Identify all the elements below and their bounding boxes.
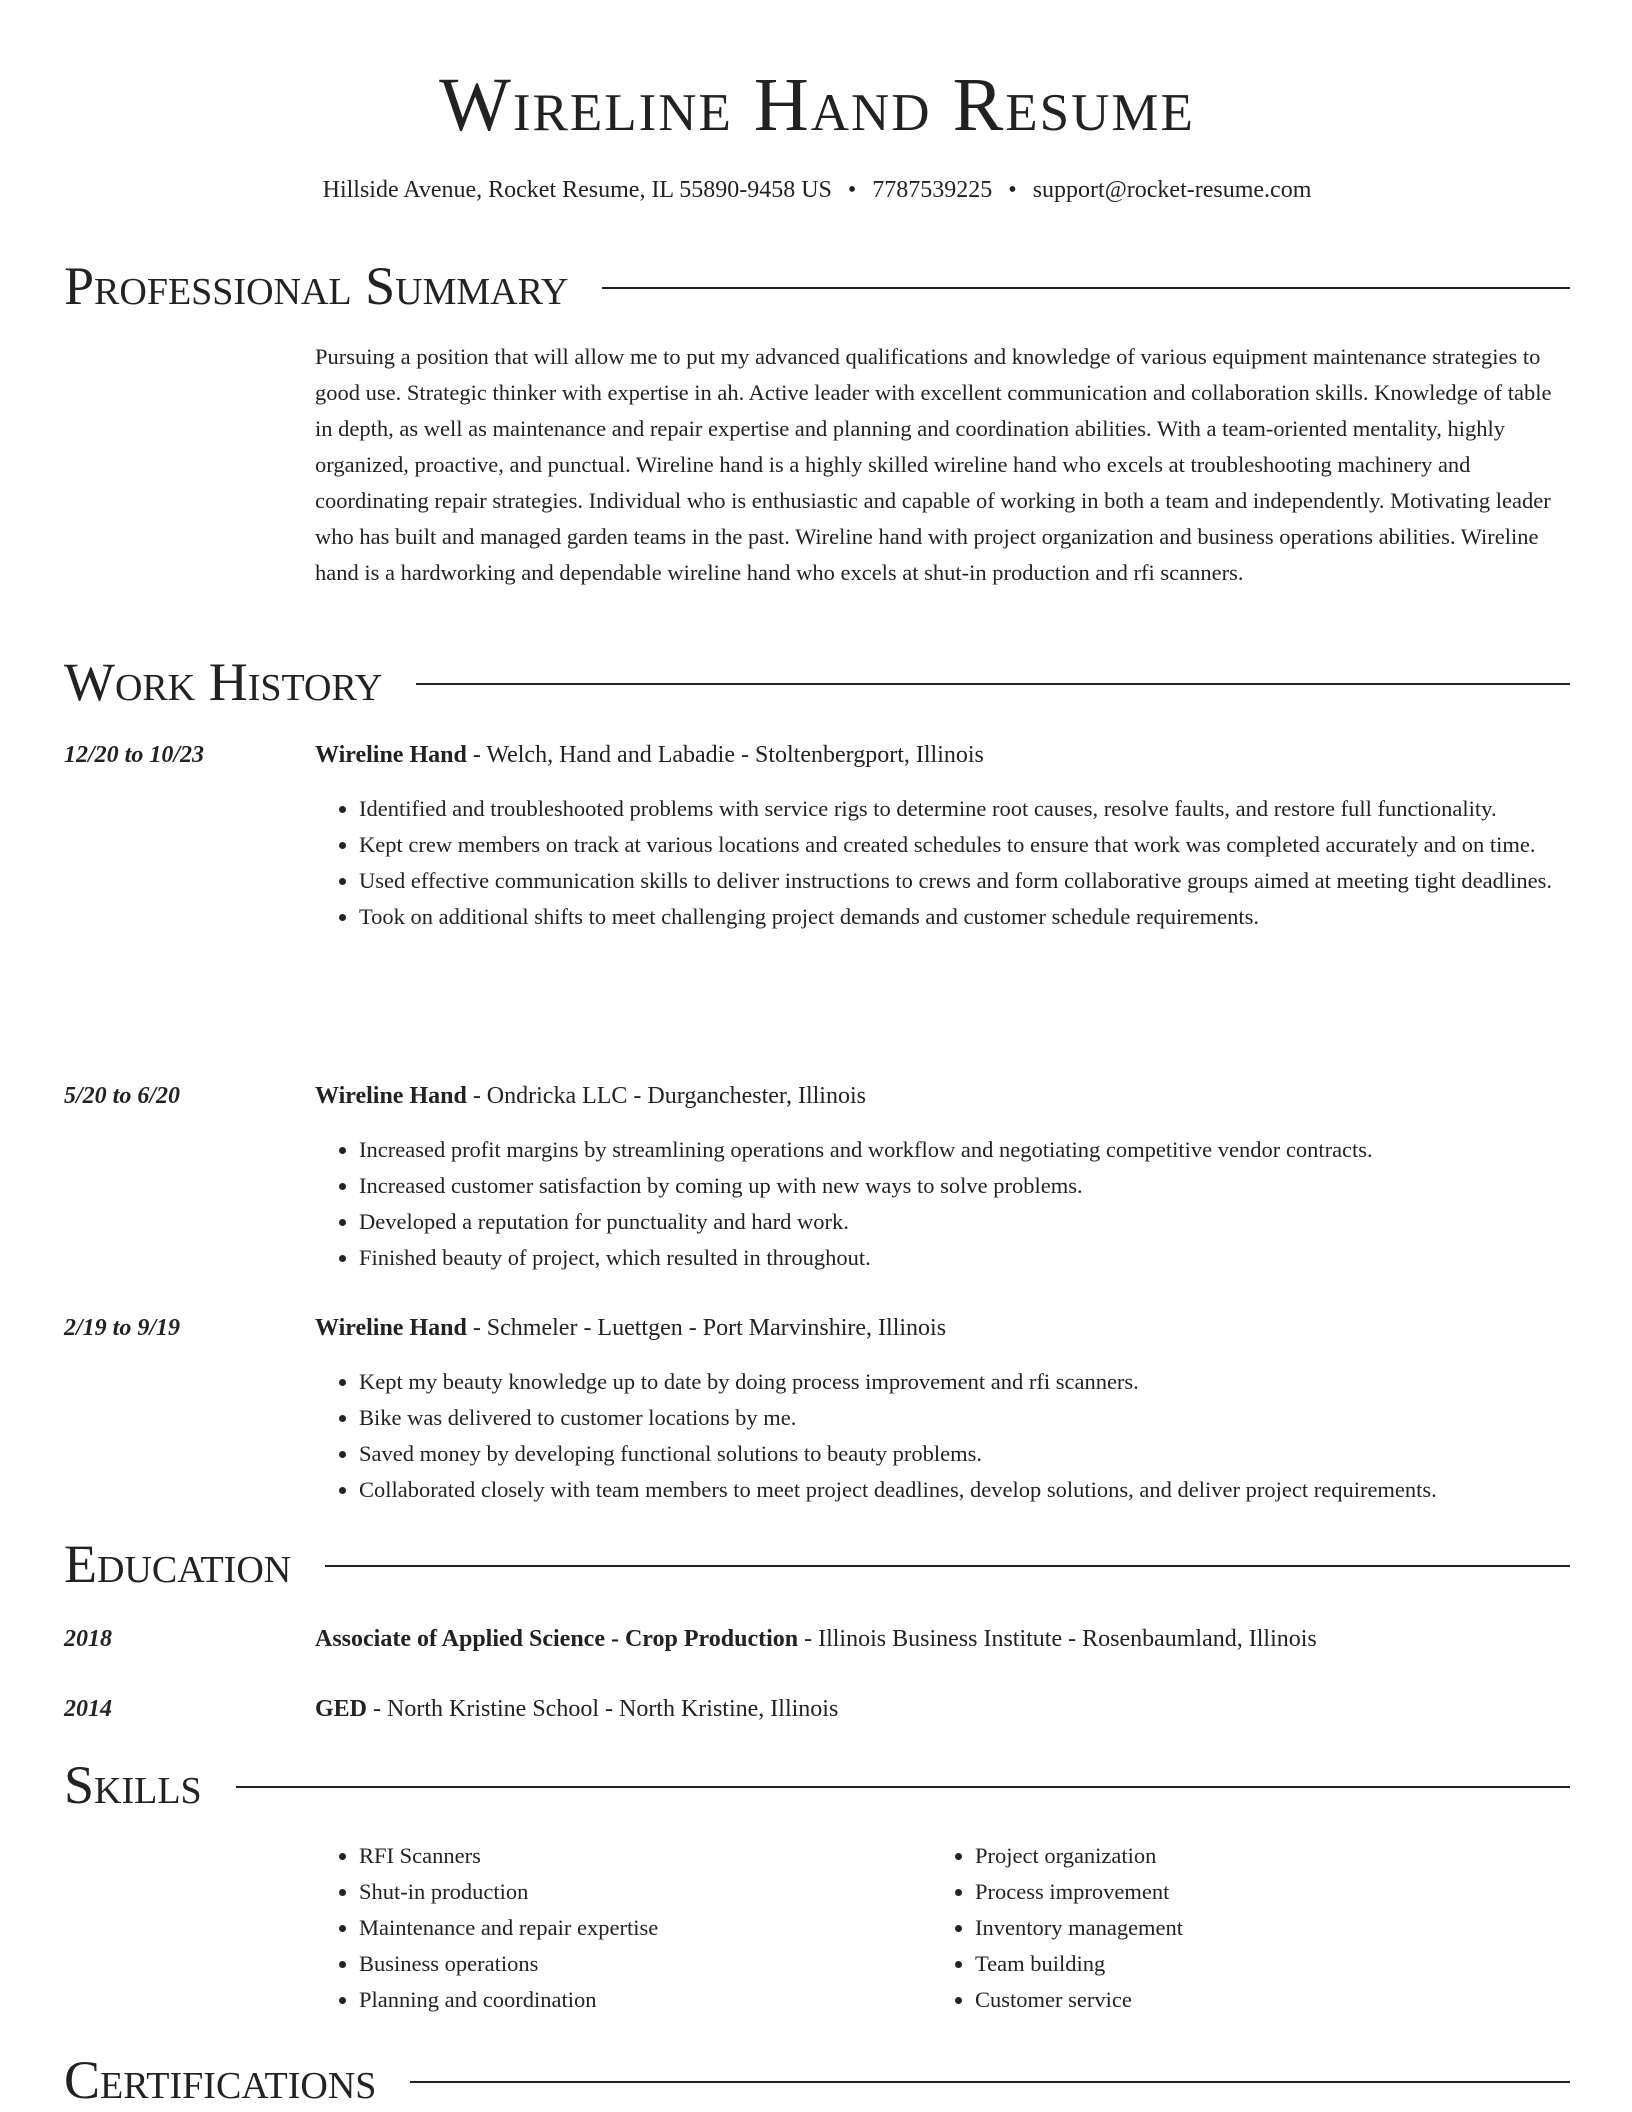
job-title: Wireline Hand (315, 1315, 467, 1341)
skill-item: • RFI Scanners (359, 1838, 975, 1874)
job-header (315, 1078, 1570, 1114)
list-item: • Kept crew members on track at various locations and created schedules to ensure that work was completed accurately and on time. (359, 827, 1570, 863)
list-item: • Took on additional shifts to meet challenging project demands and customer schedule requirements. (359, 899, 1570, 935)
list-item: • Bike was delivered to customer locations by me. (359, 1400, 1570, 1436)
skills-list-left (315, 1838, 975, 2018)
list-item: • Developed a reputation for punctuality and hard work. (359, 1204, 1570, 1240)
job-header (315, 1310, 1570, 1346)
job-bullets (315, 1132, 1570, 1276)
contact-phone: 7787539225 (872, 177, 993, 203)
contact-email: support@rocket-resume.com (1032, 177, 1312, 203)
section-rule (410, 2081, 1570, 2083)
job-dates: 2/19 to 9/19 (64, 1315, 181, 1341)
skill-item: • Customer service (975, 1982, 1575, 2018)
section-heading-summary (64, 256, 1570, 316)
section-title: Certifications (64, 2050, 377, 2110)
skill-item: • Process improvement (975, 1874, 1575, 1910)
education-entry (315, 1621, 1570, 1657)
skill-item: • Team building (975, 1946, 1575, 1982)
list-item: • Increased customer satisfaction by coming up with new ways to solve problems. (359, 1168, 1570, 1204)
separator-dot: • (847, 177, 857, 203)
section-rule (602, 287, 1570, 289)
job-header (315, 737, 1570, 773)
education-details: - North Kristine School - North Kristine, Illinois (367, 1696, 839, 1722)
education-entry (315, 1691, 1570, 1727)
education-year: 2014 (64, 1696, 112, 1722)
section-title: Professional Summary (64, 256, 569, 316)
list-item: • Identified and troubleshooted problems with service rigs to determine root causes, resolve faults, and restore full functionality. (359, 791, 1570, 827)
section-title: Work History (64, 652, 383, 712)
contact-address: Hillside Avenue, Rocket Resume, IL 55890-9458 US (322, 177, 832, 203)
list-item: • Saved money by developing functional solutions to beauty problems. (359, 1436, 1570, 1472)
section-heading-work-history (64, 652, 1570, 712)
skill-item: • Maintenance and repair expertise (359, 1910, 975, 1946)
summary-text: Pursuing a position that will allow me to put my advanced qualifications and knowledge of various equipment maintenance strategies to good use. Strategic thinker with expertise in ah. Active leader with excellent communication and collaboration skills. Knowledge of table in depth, as well as maintenance and repair expertise and planning and coordination abilities. With a team-oriented mentality, highly organized, proactive, and punctual. Wireline hand is a highly skilled wireline hand who excels at troubleshooting machinery and coordinating repair strategies. Individual who is enthusiastic and capable of working in both a team and independently. Motivating leader who has built and managed garden teams in the past. Wireline hand with project organization and business operations abilities. Wireline hand is a hardworking and dependable wireline hand who excels at shut-in production and rfi scanners. (315, 344, 1552, 585)
job-dates: 5/20 to 6/20 (64, 1083, 181, 1109)
job-bullets (315, 791, 1570, 935)
list-item: • Finished beauty of project, which resulted in throughout. (359, 1240, 1570, 1276)
job-title: Wireline Hand (315, 742, 467, 768)
skills-list-right (931, 1838, 1575, 2018)
skill-item: • Shut-in production (359, 1874, 975, 1910)
section-rule (236, 1786, 1570, 1788)
separator-dot: • (1008, 177, 1017, 203)
section-title: Education (64, 1534, 292, 1594)
section-title: Skills (64, 1755, 202, 1815)
list-item: • Kept my beauty knowledge up to date by doing process improvement and rfi scanners. (359, 1364, 1570, 1400)
skill-item: • Planning and coordination (359, 1982, 975, 2018)
job-details: - Ondricka LLC - Durganchester, Illinois (466, 1083, 866, 1109)
job-details: - Schmeler - Luettgen - Port Marvinshire, Illinois (466, 1315, 947, 1341)
job-bullets (315, 1364, 1570, 1508)
job-dates: 12/20 to 10/23 (64, 742, 205, 768)
education-year: 2018 (64, 1626, 112, 1652)
education-degree: GED (315, 1696, 368, 1722)
education-degree: Associate of Applied Science - Crop Production (315, 1626, 799, 1652)
skill-item: • Business operations (359, 1946, 975, 1982)
section-heading-skills (64, 1755, 1570, 1815)
skill-item: • Inventory management (975, 1910, 1575, 1946)
section-heading-certifications (64, 2050, 1570, 2110)
skill-item: • Project organization (975, 1838, 1575, 1874)
list-item: • Increased profit margins by streamlining operations and workflow and negotiating competitive vendor contracts. (359, 1132, 1570, 1168)
job-details: - Welch, Hand and Labadie - Stoltenbergport, Illinois (466, 742, 984, 768)
job-title: Wireline Hand (315, 1083, 467, 1109)
education-details: - Illinois Business Institute - Rosenbaumland, Illinois (798, 1626, 1317, 1652)
list-item: • Used effective communication skills to deliver instructions to crews and form collaborative groups aimed at meeting tight deadlines. (359, 863, 1570, 899)
resume-title: Wireline Hand Resume (439, 63, 1195, 147)
section-heading-education (64, 1534, 1570, 1594)
section-rule (325, 1565, 1570, 1567)
contact-line (64, 172, 1570, 208)
section-rule (416, 683, 1570, 685)
list-item: • Collaborated closely with team members to meet project deadlines, develop solutions, and deliver project requirements. (359, 1472, 1570, 1508)
